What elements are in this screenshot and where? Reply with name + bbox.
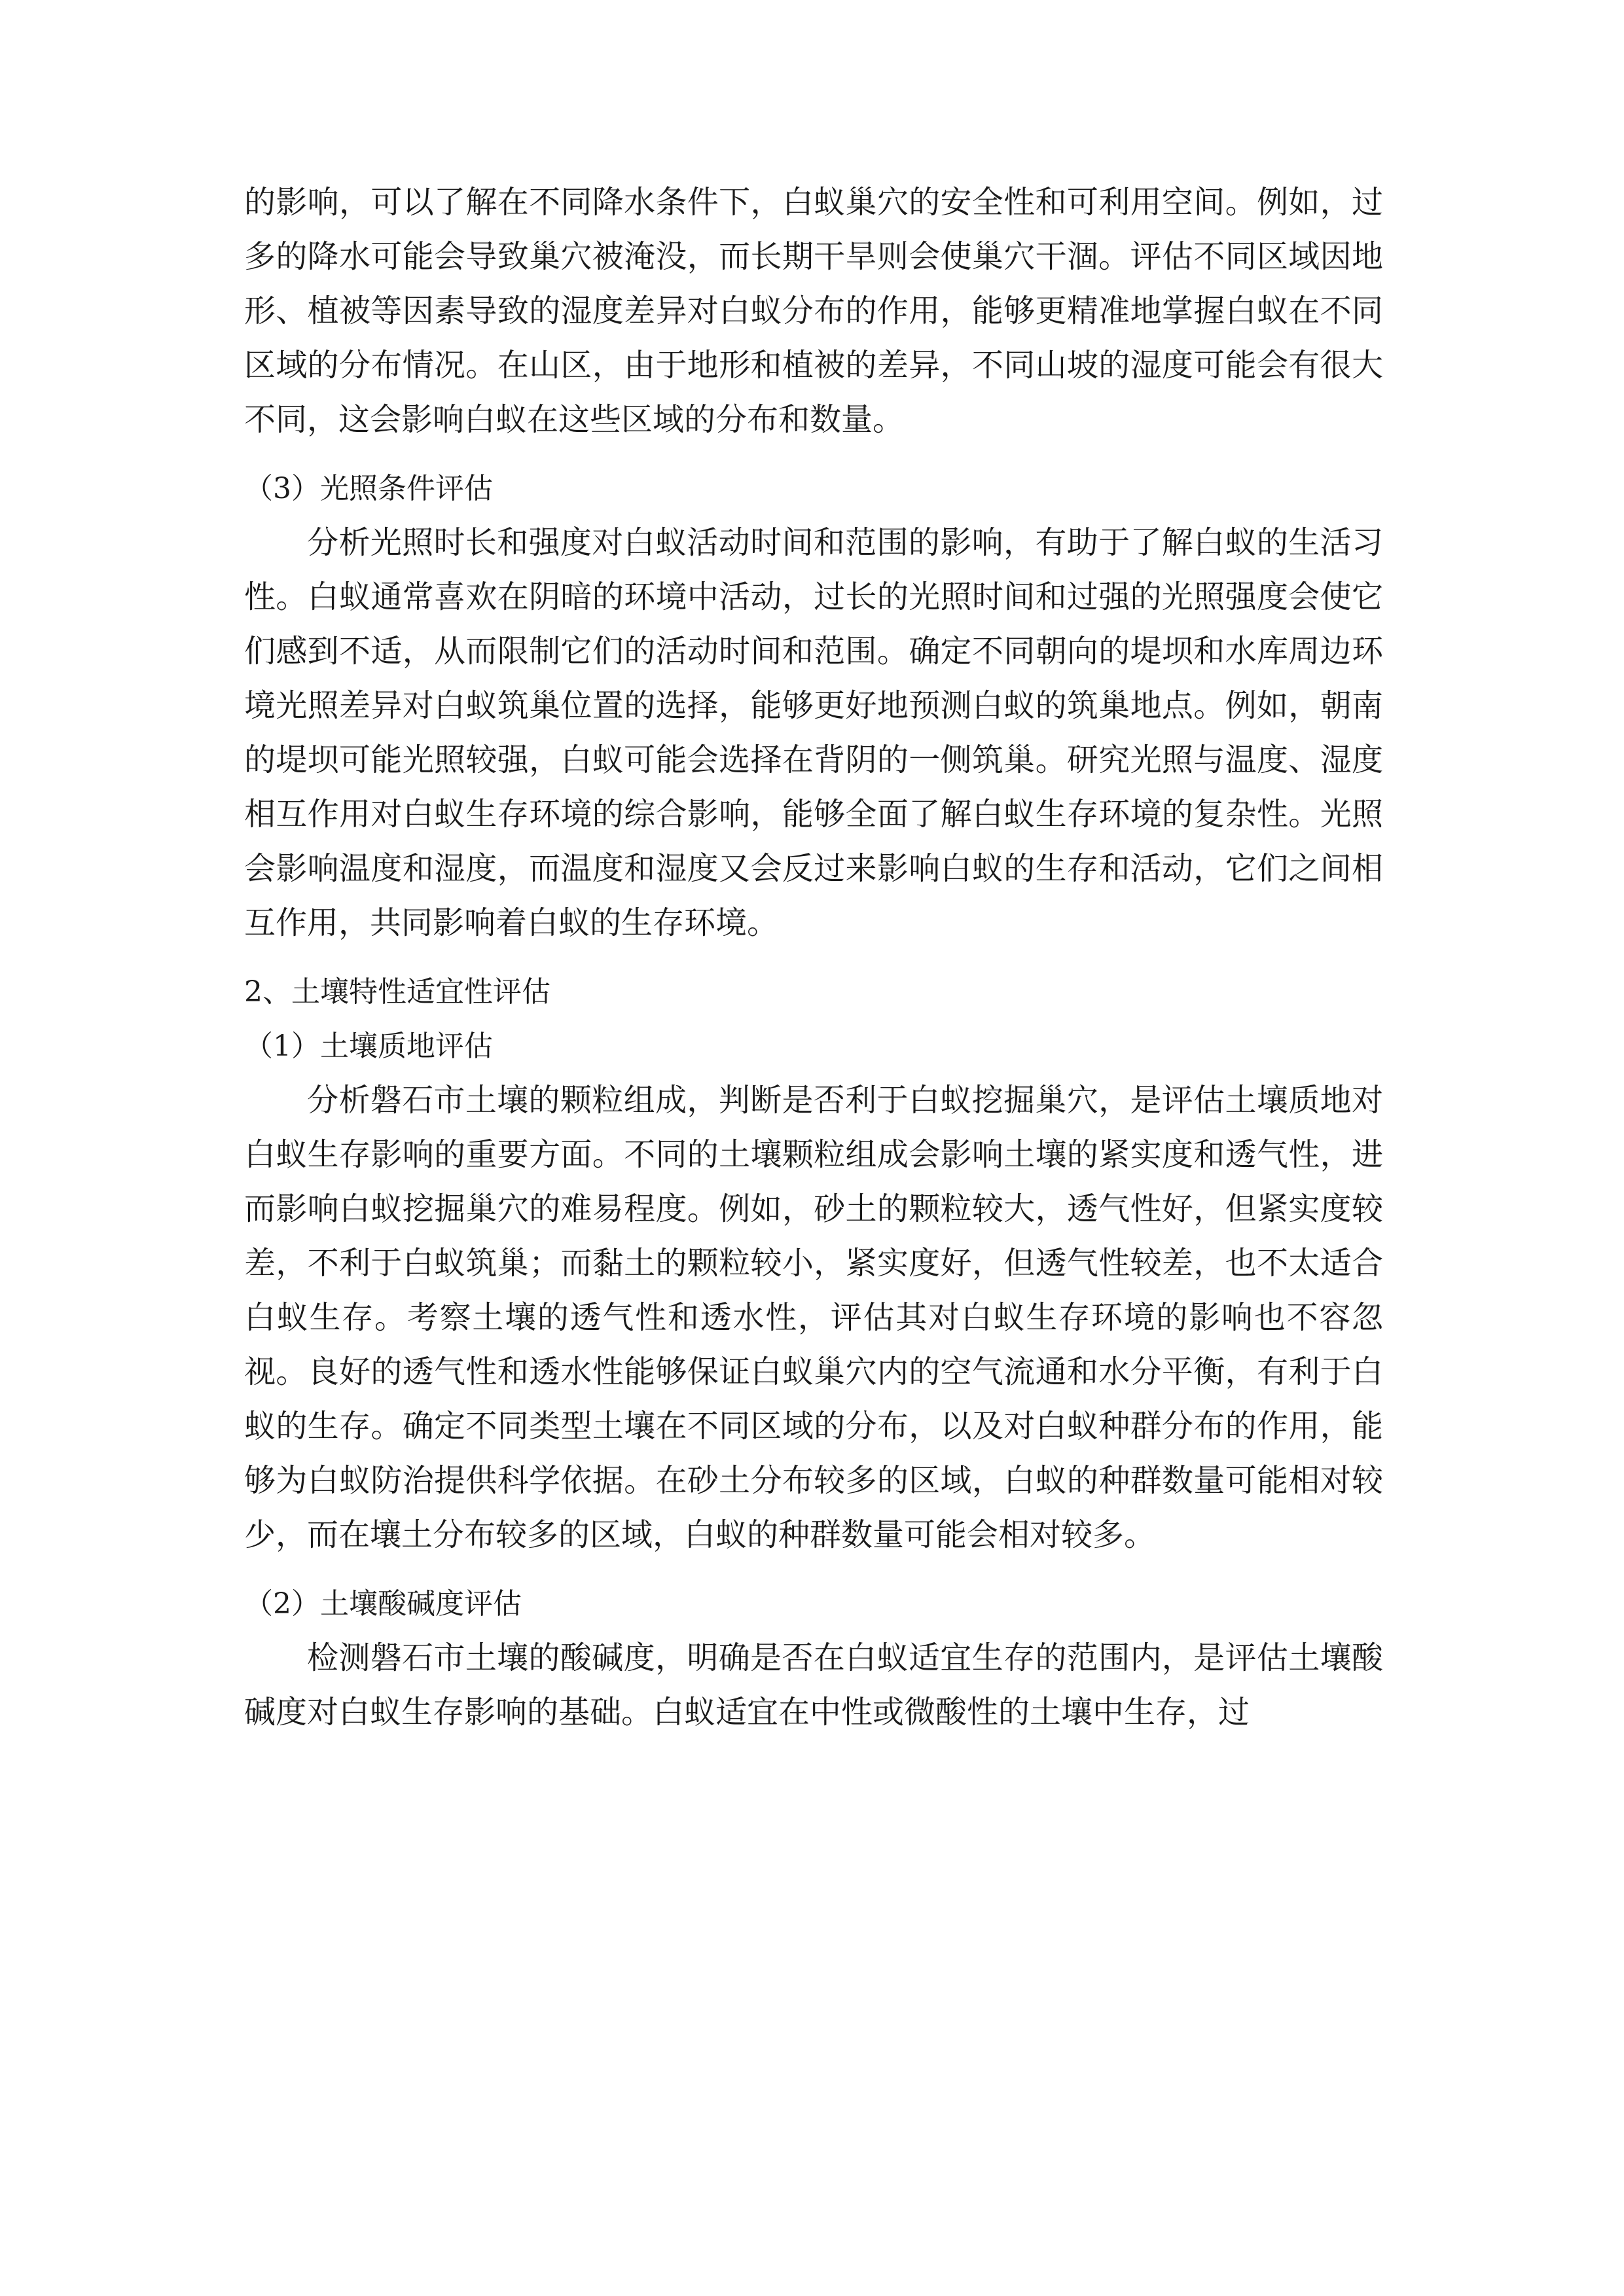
- document-body: [244, 175, 1383, 1740]
- heading-soil-suitability: 2、土壤特性适宜性评估: [244, 975, 550, 1009]
- heading-soil-ph: （2）土壤酸碱度评估: [244, 1587, 522, 1621]
- paragraph-light-evaluation: 分析光照时长和强度对白蚁活动时间和范围的影响，有助于了解白蚁的生活习性。白蚁通常喜欢在阴暗的环境中活动，过长的光照时间和过强的光照强度会使它们感到不适，从而限制它们的活动时间和范围。确定不同朝向的堤坝和水库周边环境光照差异对白蚁筑巢位置的选择，能够更好地预测白蚁的筑巢地点。例如，朝南的堤坝可能光照较强，白蚁可能会选择在背阴的一侧筑巢。研究光照与温度、湿度相互作用对白蚁生存环境的综合影响，能够全面了解白蚁生存环境的复杂性。光照会影响温度和湿度，而温度和湿度又会反过来影响白蚁的生存和活动，它们之间相互作用，共同影响着白蚁的生存环境。: [244, 524, 1383, 941]
- heading-soil-texture: （1）土壤质地评估: [244, 1030, 493, 1063]
- paragraph-soil-ph: 检测磐石市土壤的酸碱度，明确是否在白蚁适宜生存的范围内，是评估土壤酸碱度对白蚁生存影响的基础。白蚁适宜在中性或微酸性的土壤中生存，过: [244, 1640, 1383, 1731]
- heading-light-evaluation: （3）光照条件评估: [244, 472, 493, 505]
- paragraph-soil-texture: 分析磐石市土壤的颗粒组成，判断是否利于白蚁挖掘巢穴，是评估土壤质地对白蚁生存影响的重要方面。不同的土壤颗粒组成会影响土壤的紧实度和透气性，进而影响白蚁挖掘巢穴的难易程度。例如，砂土的颗粒较大，透气性好，但紧实度较差，不利于白蚁筑巢；而黏土的颗粒较小，紧实度好，但透气性较差，也不太适合白蚁生存。考察土壤的透气性和透水性，评估其对白蚁生存环境的影响也不容忽视。良好的透气性和透水性能够保证白蚁巢穴内的空气流通和水分平衡，有利于白蚁的生存。确定不同类型土壤在不同区域的分布，以及对白蚁种群分布的作用，能够为白蚁防治提供科学依据。在砂土分布较多的区域，白蚁的种群数量可能相对较少，而在壤土分布较多的区域，白蚁的种群数量可能会相对较多。: [244, 1082, 1383, 1553]
- paragraph-humidity-continued: 的影响，可以了解在不同降水条件下，白蚁巢穴的安全性和可利用空间。例如，过多的降水可能会导致巢穴被淹没，而长期干旱则会使巢穴干涸。评估不同区域因地形、植被等因素导致的湿度差异对白蚁分布的作用，能够更精准地掌握白蚁在不同区域的分布情况。在山区，由于地形和植被的差异，不同山坡的湿度可能会有很大不同，这会影响白蚁在这些区域的分布和数量。: [244, 184, 1383, 438]
